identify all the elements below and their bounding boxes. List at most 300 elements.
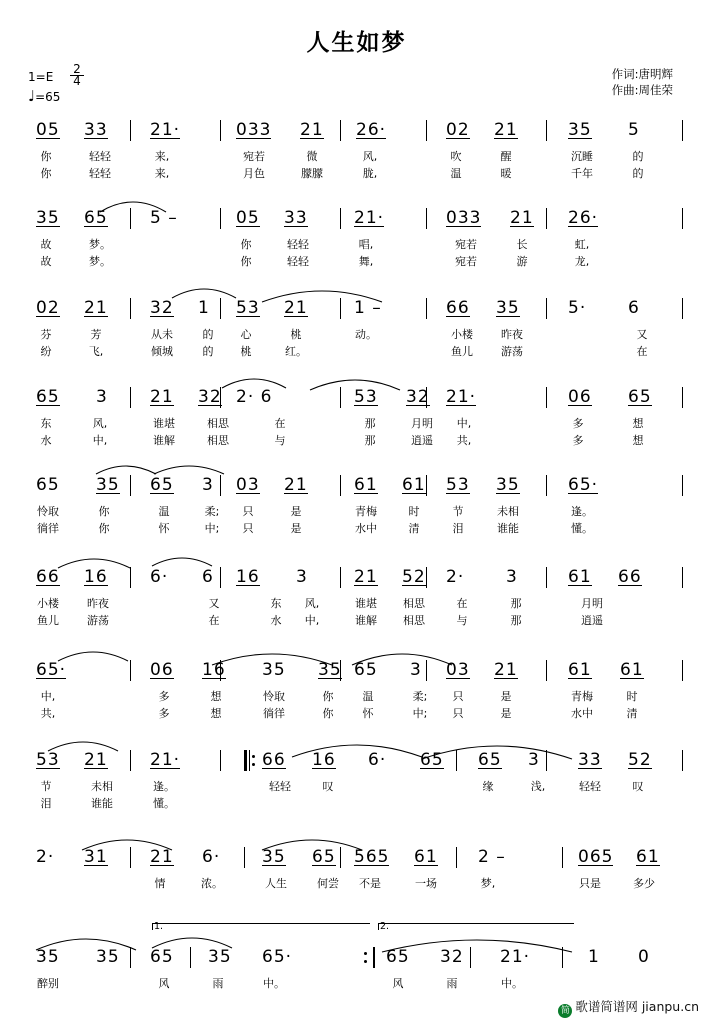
barline xyxy=(426,208,427,229)
note-group: 21 xyxy=(84,750,108,770)
lyric-syllable: 逍遥 xyxy=(411,434,433,447)
barline xyxy=(426,475,427,496)
lyric-syllable: 未相 xyxy=(497,505,519,518)
lyric-syllable: 泪 xyxy=(452,522,464,535)
lyric-syllable: 懂。 xyxy=(153,797,175,810)
lyric-syllable: 谁能 xyxy=(91,797,113,810)
lyric-line-2 xyxy=(22,343,694,360)
lyric-syllable: 在 xyxy=(636,345,648,358)
lyric-syllable: 在 xyxy=(274,417,286,430)
lyric-syllable: 清 xyxy=(626,707,638,720)
lyric-syllable: 微 xyxy=(306,150,318,163)
lyric-syllable: 东 xyxy=(270,597,282,610)
lyric-syllable: 中, xyxy=(92,434,108,447)
barline xyxy=(546,387,547,408)
barline xyxy=(340,120,341,141)
lyric-syllable: 是 xyxy=(290,505,302,518)
note-group: 52 xyxy=(628,750,652,770)
lyric-line-1 xyxy=(22,148,694,165)
lyric-syllable: 醒 xyxy=(500,150,512,163)
note-group: 35 xyxy=(36,208,60,228)
lyric-syllable: 轻轻 xyxy=(579,780,601,793)
note-group: 32 xyxy=(198,387,222,407)
lyric-syllable: 昨夜 xyxy=(501,328,523,341)
lyric-syllable: 相思 xyxy=(403,614,425,627)
lyric-syllable: 懂。 xyxy=(571,522,593,535)
lyric-syllable: 浓。 xyxy=(201,877,223,890)
lyric-syllable: 清 xyxy=(408,522,420,535)
slur-marking xyxy=(172,280,236,298)
lyric-syllable: 想 xyxy=(210,707,222,720)
barline xyxy=(340,475,341,496)
lyric-syllable: 逢。 xyxy=(571,505,593,518)
music-system xyxy=(22,385,694,449)
note-group: 3 xyxy=(296,567,308,587)
composer: 作曲:周佳荣 xyxy=(611,83,673,97)
lyric-syllable: 飞, xyxy=(88,345,104,358)
lyric-syllable: 水中 xyxy=(355,522,377,535)
note-group: 61 xyxy=(620,660,644,680)
lyric-syllable: 温 xyxy=(450,167,462,180)
note-group: 21 xyxy=(510,208,534,228)
note-group: 6· xyxy=(150,567,169,587)
lyric-syllable: 那 xyxy=(510,614,522,627)
note-group: 1 – xyxy=(354,298,382,318)
barline xyxy=(220,475,221,496)
note-group: 02 xyxy=(36,298,60,318)
lyric-syllable: 游荡 xyxy=(87,614,109,627)
note-group: 2· xyxy=(446,567,465,587)
note-group: 05 xyxy=(36,120,60,140)
lyric-syllable: 月色 xyxy=(243,167,265,180)
lyric-syllable: 唱, xyxy=(358,238,374,251)
lyric-syllable: 中。 xyxy=(501,977,523,990)
note-group: 35 xyxy=(96,475,120,495)
lyric-line-2 xyxy=(22,520,694,537)
note-group: 32 xyxy=(150,298,174,318)
barline xyxy=(562,847,563,868)
barline xyxy=(426,120,427,141)
lyric-syllable: 共, xyxy=(40,707,56,720)
lyric-syllable: 在 xyxy=(208,614,220,627)
note-group: 61 xyxy=(568,567,592,587)
lyric-syllable: 是 xyxy=(500,690,512,703)
note-group: 35 xyxy=(496,475,520,495)
volta-label: 1. xyxy=(154,921,164,932)
lyric-syllable: 中; xyxy=(412,707,428,720)
lyric-syllable: 故 xyxy=(40,238,52,251)
note-group: 2 – xyxy=(478,847,506,867)
note-group: 02 xyxy=(446,120,470,140)
lyric-syllable: 龙, xyxy=(574,255,590,268)
barline xyxy=(682,298,683,319)
barline xyxy=(130,475,131,496)
lyric-syllable: 吹 xyxy=(450,150,462,163)
lyric-syllable: 雨 xyxy=(446,977,458,990)
lyric-syllable: 轻轻 xyxy=(269,780,291,793)
lyric-syllable: 中, xyxy=(456,417,472,430)
watermark-text: 歌谱简谱网 jianpu.cn xyxy=(575,999,699,1014)
note-group: 3 xyxy=(410,660,422,680)
note-group: 61 xyxy=(414,847,438,867)
note-group: 61 xyxy=(402,475,426,495)
note-group: 53 xyxy=(36,750,60,770)
lyric-syllable: 怜取 xyxy=(263,690,285,703)
note-group: 21· xyxy=(500,947,531,967)
note-group: 6· xyxy=(202,847,221,867)
lyric-syllable: 怜取 xyxy=(37,505,59,518)
note-group: 21· xyxy=(446,387,477,407)
lyric-syllable: 宛若 xyxy=(243,150,265,163)
lyric-syllable: 共, xyxy=(456,434,472,447)
lyric-syllable: 多少 xyxy=(633,877,655,890)
lyric-line-2 xyxy=(22,612,694,629)
lyric-syllable: 梦, xyxy=(480,877,496,890)
music-system xyxy=(22,206,694,270)
lyric-syllable: 沉睡 xyxy=(571,150,593,163)
note-group: 21 xyxy=(494,120,518,140)
lyric-syllable: 水 xyxy=(40,434,52,447)
lyric-syllable: 多 xyxy=(572,417,584,430)
note-group: 21 xyxy=(150,847,174,867)
lyric-syllable: 怀 xyxy=(158,522,170,535)
note-group: 33 xyxy=(84,120,108,140)
lyric-syllable: 只 xyxy=(242,522,254,535)
lyric-syllable: 泪 xyxy=(40,797,52,810)
lyric-syllable: 中。 xyxy=(263,977,285,990)
note-group: 32 xyxy=(440,947,464,967)
lyric-syllable: 昨夜 xyxy=(87,597,109,610)
lyric-syllable: 谁堪 xyxy=(355,597,377,610)
lyric-syllable: 舞, xyxy=(358,255,374,268)
note-group: 35 xyxy=(262,660,286,680)
lyric-syllable: 柔; xyxy=(204,505,220,518)
lyric-syllable: 只是 xyxy=(579,877,601,890)
lyric-syllable: 相思 xyxy=(207,417,229,430)
note-group: 1 xyxy=(198,298,210,318)
lyric-line-2 xyxy=(22,705,694,722)
lyric-syllable: 叹 xyxy=(632,780,644,793)
note-group: 033 xyxy=(446,208,482,228)
barline xyxy=(682,120,683,141)
lyric-syllable: 人生 xyxy=(265,877,287,890)
note-group: 33 xyxy=(284,208,308,228)
lyric-syllable: 多 xyxy=(158,707,170,720)
barline xyxy=(130,660,131,681)
tempo-value: =65 xyxy=(35,90,61,104)
lyric-syllable: 胧, xyxy=(362,167,378,180)
lyric-syllable: 故 xyxy=(40,255,52,268)
note-group: 65 xyxy=(478,750,502,770)
note-group: 6 xyxy=(628,298,640,318)
note-group: 06 xyxy=(568,387,592,407)
lyric-syllable: 只 xyxy=(452,690,464,703)
note-group: 65· xyxy=(36,660,67,680)
note-group: 26· xyxy=(356,120,387,140)
tempo-marking xyxy=(28,87,60,105)
lyric-syllable: 与 xyxy=(274,434,286,447)
slur-marking xyxy=(262,830,362,850)
lyric-syllable: 水中 xyxy=(571,707,593,720)
barline xyxy=(340,567,341,588)
barline xyxy=(682,208,683,229)
lyric-syllable: 与 xyxy=(456,614,468,627)
note-group: 31 xyxy=(84,847,108,867)
slur-marking xyxy=(152,550,212,566)
lyric-syllable: 多 xyxy=(572,434,584,447)
lyric-syllable: 谁解 xyxy=(153,434,175,447)
lyric-syllable: 你 xyxy=(322,690,334,703)
note-group: 65 xyxy=(628,387,652,407)
music-system xyxy=(22,658,694,722)
slur-marking xyxy=(48,733,118,751)
lyric-syllable: 暖 xyxy=(500,167,512,180)
lyric-line-1 xyxy=(22,975,694,992)
lyric-line-1 xyxy=(22,503,694,520)
lyric-syllable: 鱼儿 xyxy=(37,614,59,627)
slur-marking xyxy=(152,928,232,948)
slur-marking xyxy=(58,550,130,568)
slur-marking xyxy=(310,370,400,390)
note-group: 66 xyxy=(446,298,470,318)
note-group: 21 xyxy=(284,298,308,318)
lyric-syllable: 浅, xyxy=(530,780,546,793)
barline xyxy=(682,660,683,681)
lyric-syllable: 一场 xyxy=(415,877,437,890)
music-system xyxy=(22,565,694,629)
note-group: 16 xyxy=(202,660,226,680)
slur-marking xyxy=(212,643,332,665)
note-group: 21 xyxy=(84,298,108,318)
note-group: 65 xyxy=(36,387,60,407)
slur-marking xyxy=(154,458,224,474)
barline xyxy=(190,947,191,968)
quarter-note-icon: ♩ xyxy=(28,87,36,105)
note-group: 21 xyxy=(494,660,518,680)
barline xyxy=(130,750,131,771)
note-group: 53 xyxy=(354,387,378,407)
barline xyxy=(340,847,341,868)
slur-marking xyxy=(58,643,128,661)
lyric-syllable: 小楼 xyxy=(451,328,473,341)
barline xyxy=(130,298,131,319)
lyric-syllable: 想 xyxy=(210,690,222,703)
barline xyxy=(682,387,683,408)
barline xyxy=(130,947,131,968)
note-group: 33 xyxy=(578,750,602,770)
lyric-syllable: 你 xyxy=(322,707,334,720)
note-group: 65· xyxy=(568,475,599,495)
lyric-syllable: 东 xyxy=(40,417,52,430)
barline xyxy=(546,208,547,229)
note-group: 3 xyxy=(506,567,518,587)
lyric-syllable: 纷 xyxy=(40,345,52,358)
lyric-syllable: 想 xyxy=(632,417,644,430)
lyric-syllable: 水 xyxy=(270,614,282,627)
note-group: 3 xyxy=(96,387,108,407)
lyric-syllable: 在 xyxy=(456,597,468,610)
lyric-syllable: 长 xyxy=(516,238,528,251)
barline xyxy=(546,475,547,496)
lyric-syllable: 醉别 xyxy=(37,977,59,990)
notation-row xyxy=(22,473,694,503)
lyric-syllable: 你 xyxy=(240,255,252,268)
note-group: 61 xyxy=(568,660,592,680)
lyric-syllable: 游 xyxy=(516,255,528,268)
lyric-syllable: 倾城 xyxy=(151,345,173,358)
barline xyxy=(546,120,547,141)
note-group: 65 xyxy=(312,847,336,867)
note-group: 1 xyxy=(588,947,600,967)
lyric-syllable: 风, xyxy=(92,417,108,430)
note-group: 66 xyxy=(618,567,642,587)
lyric-syllable: 多 xyxy=(158,690,170,703)
lyric-syllable: 徜徉 xyxy=(263,707,285,720)
barline xyxy=(340,387,341,408)
lyric-line-1 xyxy=(22,326,694,343)
lyric-line-1 xyxy=(22,778,694,795)
note-group: 53 xyxy=(236,298,260,318)
lyric-syllable: 轻轻 xyxy=(89,167,111,180)
slur-marking xyxy=(96,458,156,474)
note-group: 65· xyxy=(262,947,293,967)
barline xyxy=(220,208,221,229)
note-group: 2· xyxy=(36,847,55,867)
lyric-syllable: 只 xyxy=(242,505,254,518)
lyric-line-1 xyxy=(22,236,694,253)
slur-marking xyxy=(352,643,452,665)
lyric-syllable: 你 xyxy=(98,505,110,518)
barline xyxy=(220,567,221,588)
note-group: 35 xyxy=(318,660,342,680)
barline xyxy=(682,475,683,496)
note-group: 5· xyxy=(568,298,587,318)
page-title: 人生如梦 xyxy=(306,30,407,56)
lyric-syllable: 那 xyxy=(364,434,376,447)
time-signature-numerator: 2 xyxy=(73,62,81,76)
note-group: 16 xyxy=(236,567,260,587)
slur-marking xyxy=(36,928,136,950)
note-group: 61 xyxy=(354,475,378,495)
note-group: 6· xyxy=(368,750,387,770)
lyric-line-2 xyxy=(22,892,694,909)
lyric-syllable: 你 xyxy=(240,238,252,251)
lyric-syllable: 宛若 xyxy=(455,238,477,251)
barline xyxy=(546,298,547,319)
lyric-syllable: 何尝 xyxy=(317,877,339,890)
note-group: 61 xyxy=(636,847,660,867)
note-group: 03 xyxy=(446,660,470,680)
lyric-line-2 xyxy=(22,432,694,449)
lyric-syllable: 你 xyxy=(40,150,52,163)
note-group: 21 xyxy=(284,475,308,495)
slur-marking xyxy=(292,733,422,757)
lyric-syllable: 是 xyxy=(500,707,512,720)
note-group: 35 xyxy=(496,298,520,318)
lyric-syllable: 谁能 xyxy=(497,522,519,535)
lyric-syllable: 心 xyxy=(240,328,252,341)
lyric-syllable: 的 xyxy=(632,167,644,180)
lyric-syllable: 桃 xyxy=(240,345,252,358)
lyric-syllable: 谁堪 xyxy=(153,417,175,430)
note-group: 32 xyxy=(406,387,430,407)
lyric-syllable: 来, xyxy=(154,150,170,163)
note-group: 65 xyxy=(84,208,108,228)
lyric-syllable: 的 xyxy=(202,345,214,358)
lyric-syllable: 又 xyxy=(636,328,648,341)
lyric-syllable: 相思 xyxy=(207,434,229,447)
note-group: 06 xyxy=(150,660,174,680)
barline xyxy=(220,120,221,141)
watermark xyxy=(558,997,699,1018)
note-group: 6 xyxy=(202,567,214,587)
note-group: 065 xyxy=(578,847,614,867)
notation-row xyxy=(22,118,694,148)
barline xyxy=(130,567,131,588)
slur-marking xyxy=(100,192,166,212)
lyric-syllable: 从未 xyxy=(151,328,173,341)
lyric-syllable: 不是 xyxy=(359,877,381,890)
lyric-syllable: 千年 xyxy=(571,167,593,180)
lyric-line-1 xyxy=(22,415,694,432)
lyric-syllable: 芳 xyxy=(90,328,102,341)
lyric-syllable: 未相 xyxy=(91,780,113,793)
lyric-syllable: 逍遥 xyxy=(581,614,603,627)
lyric-syllable: 那 xyxy=(364,417,376,430)
lyric-syllable: 红。 xyxy=(285,345,307,358)
lyric-syllable: 来, xyxy=(154,167,170,180)
barline xyxy=(426,567,427,588)
lyric-syllable: 只 xyxy=(452,707,464,720)
note-group: 03 xyxy=(236,475,260,495)
note-group: 3 xyxy=(528,750,540,770)
barline xyxy=(340,208,341,229)
lyric-syllable: 徜徉 xyxy=(37,522,59,535)
notation-row xyxy=(22,565,694,595)
note-group: 16 xyxy=(312,750,336,770)
music-system xyxy=(22,473,694,537)
note-group: 21· xyxy=(150,120,181,140)
lyric-syllable: 雨 xyxy=(212,977,224,990)
barline xyxy=(130,387,131,408)
note-group: 35 xyxy=(96,947,120,967)
lyric-syllable: 怀 xyxy=(362,707,374,720)
lyric-syllable: 缘 xyxy=(482,780,494,793)
note-group: 52 xyxy=(402,567,426,587)
time-signature-denominator: 4 xyxy=(70,75,84,87)
lyric-line-1 xyxy=(22,688,694,705)
note-group: 2· 6 xyxy=(236,387,273,407)
lyric-syllable: 青梅 xyxy=(571,690,593,703)
lyric-line-1 xyxy=(22,595,694,612)
barline xyxy=(220,750,221,771)
lyric-line-1 xyxy=(22,875,694,892)
music-system xyxy=(22,118,694,182)
lyric-syllable: 月明 xyxy=(581,597,603,610)
lyric-syllable: 节 xyxy=(40,780,52,793)
lyric-syllable: 时 xyxy=(626,690,638,703)
note-group: 35 xyxy=(262,847,286,867)
credits xyxy=(612,66,673,98)
lyric-syllable: 宛若 xyxy=(455,255,477,268)
note-group: 65 xyxy=(150,475,174,495)
note-group: 0 xyxy=(638,947,650,967)
barline xyxy=(682,567,683,588)
lyric-syllable: 朦朦 xyxy=(301,167,323,180)
barline xyxy=(546,567,547,588)
barline xyxy=(456,847,457,868)
lyric-syllable: 情 xyxy=(154,877,166,890)
